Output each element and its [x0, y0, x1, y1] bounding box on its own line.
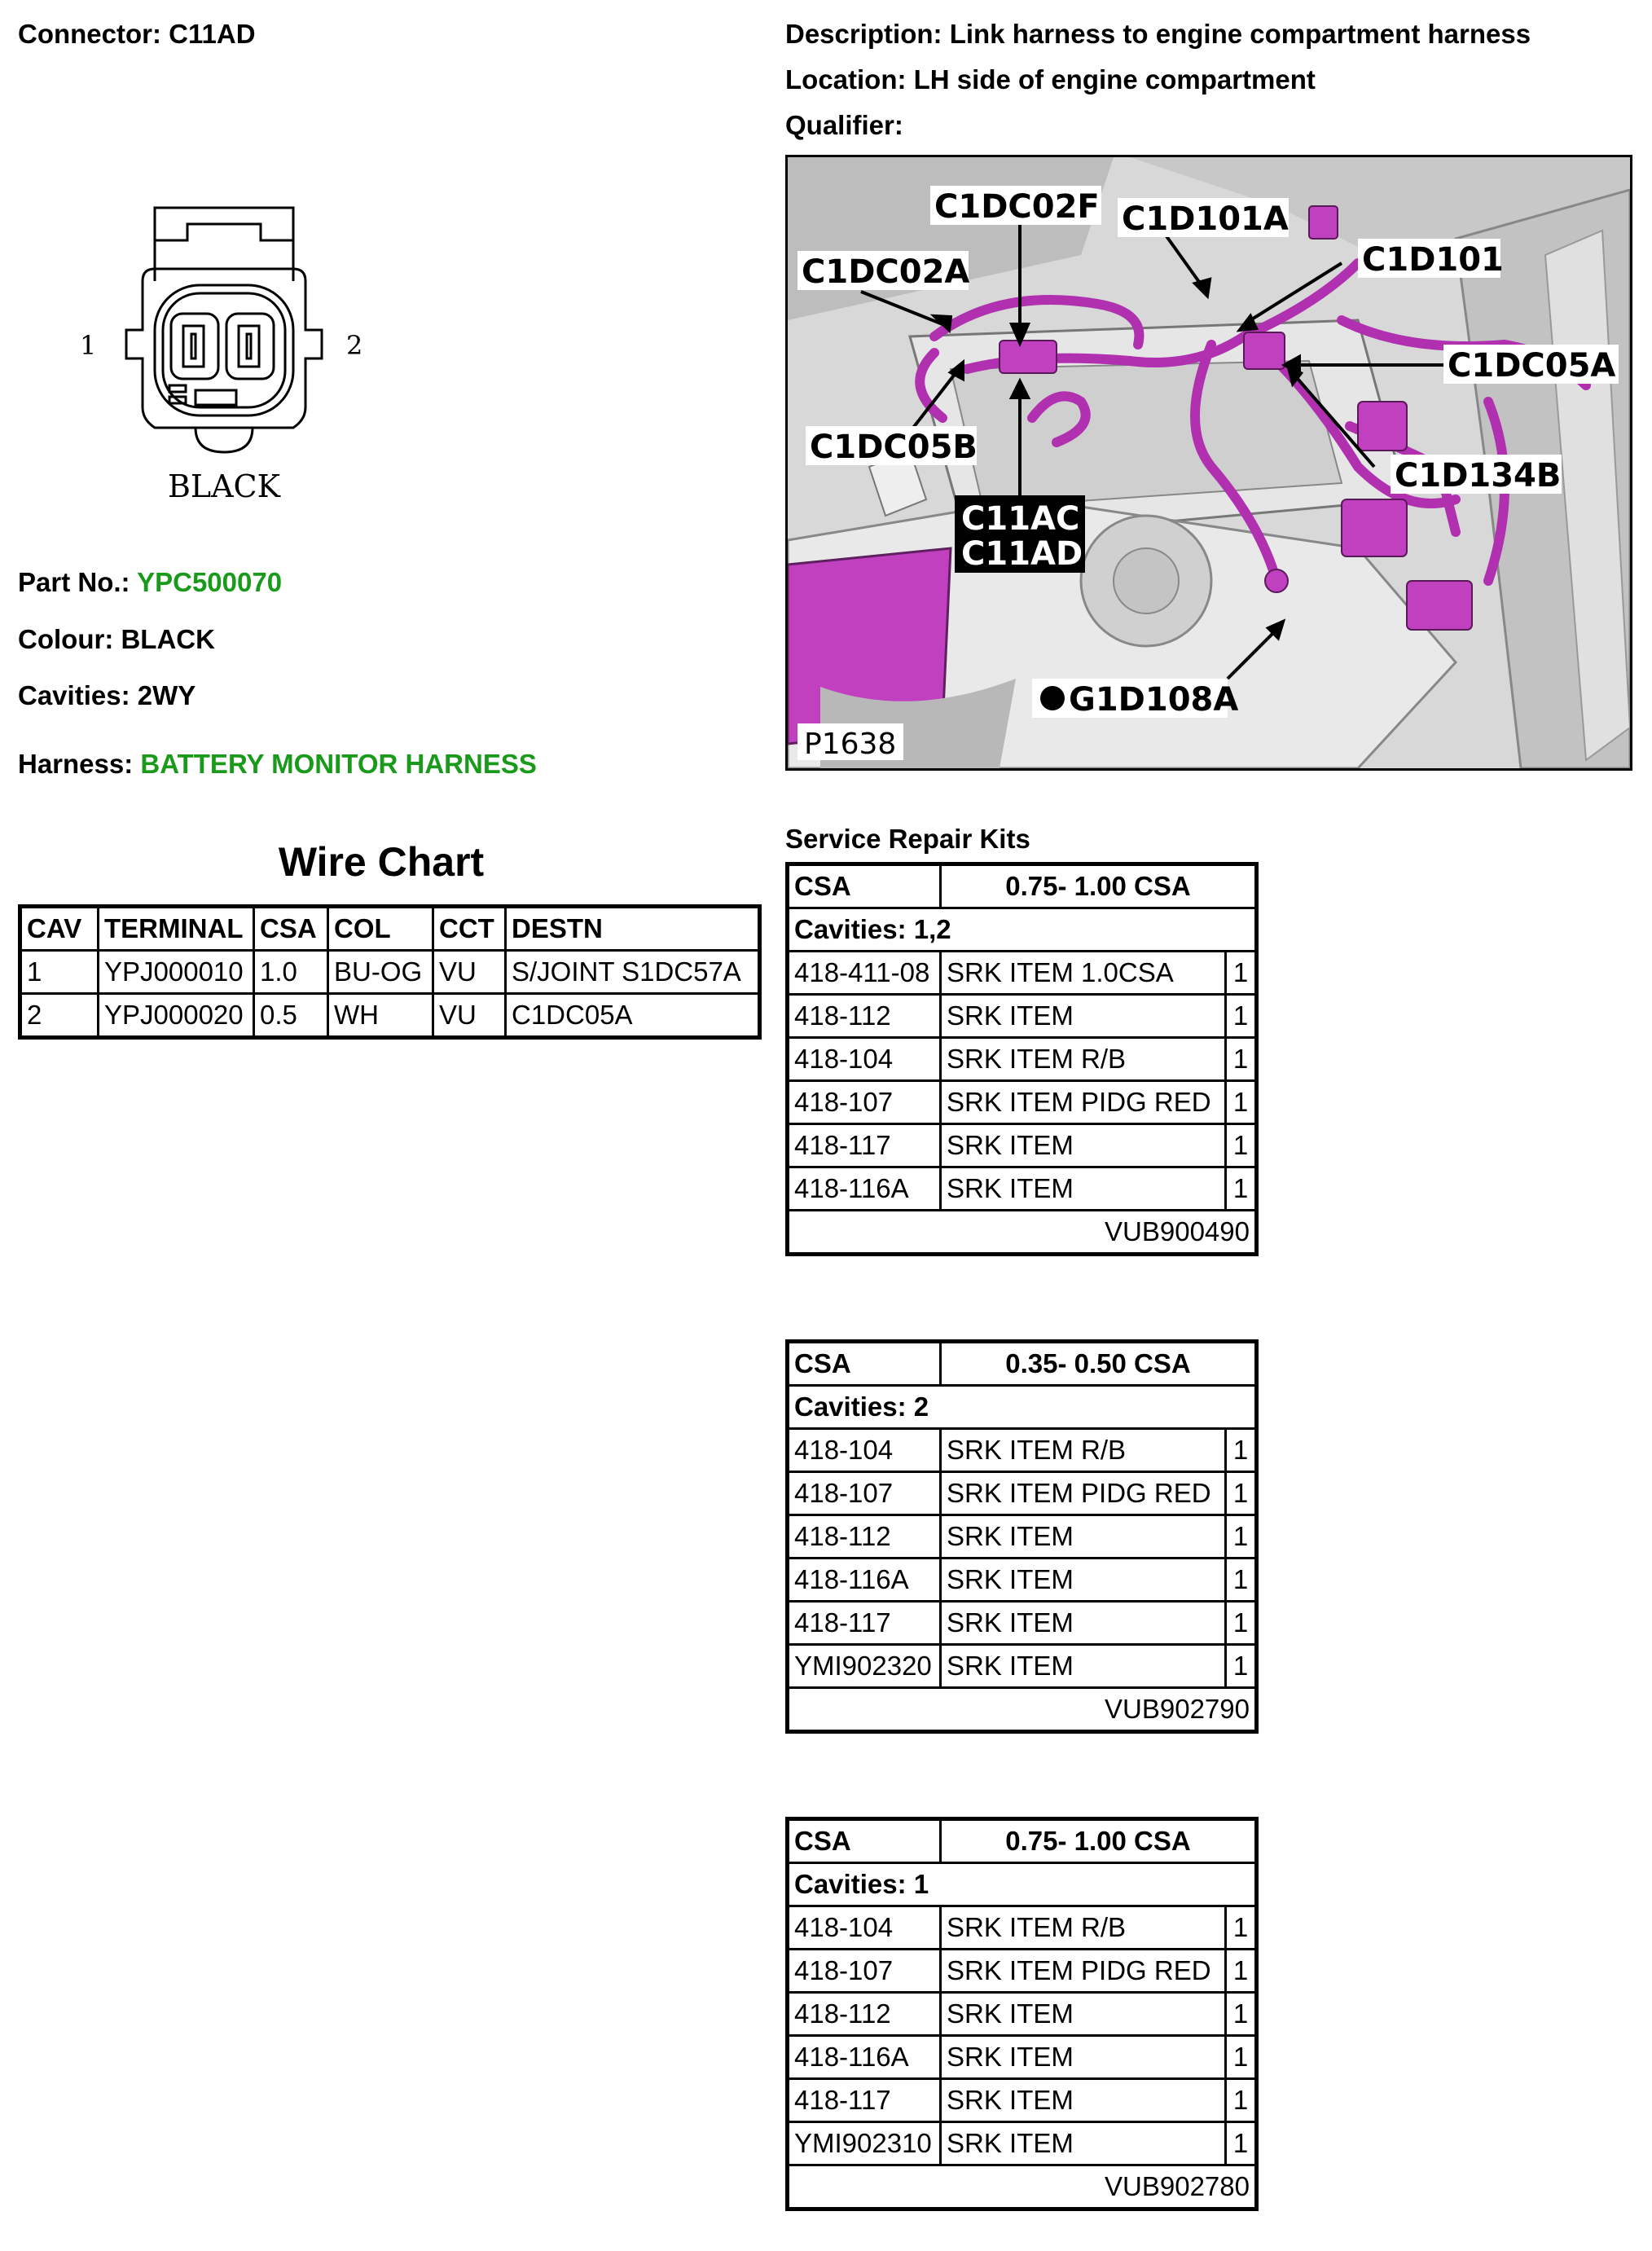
- wire-header-col: COL: [328, 907, 433, 951]
- kit-item-part: 418-104: [788, 1429, 941, 1472]
- kit-item-part: YMI902310: [788, 2122, 941, 2165]
- kit-item-qty: 1: [1226, 1993, 1257, 2036]
- table-row: [788, 1602, 1257, 1645]
- kit-cavities: Cavities: 1,2: [788, 908, 1257, 952]
- kit-number: VUB902780: [788, 2165, 1257, 2209]
- kit-item-part: 418-117: [788, 1602, 941, 1645]
- wire-chart-table: [18, 904, 762, 1040]
- kit-item-desc: SRK ITEM: [941, 2122, 1226, 2165]
- table-row: [788, 1950, 1257, 1993]
- wire-cell: C1DC05A: [506, 994, 760, 1038]
- table-row: [788, 1167, 1257, 1211]
- kit-item-desc: SRK ITEM: [941, 1124, 1226, 1167]
- description: Description: Link harness to engine compartment harness: [785, 19, 1531, 49]
- table-row: [788, 1559, 1257, 1602]
- harness-info: [18, 748, 537, 780]
- kit-item-qty: 1: [1226, 1515, 1257, 1559]
- kit-number: VUB902790: [788, 1688, 1257, 1732]
- pin-2-label: 2: [346, 330, 363, 361]
- table-row: [788, 2079, 1257, 2122]
- kit-item-desc: SRK ITEM R/B: [941, 1038, 1226, 1081]
- kit-item-part: YMI902320: [788, 1645, 941, 1688]
- diagram-label-c1dc05a: C1DC05A: [1448, 347, 1616, 385]
- table-row: [788, 1472, 1257, 1515]
- diagram-label-c1dc02f: C1DC02F: [934, 188, 1100, 226]
- service-repair-kits-title: Service Repair Kits: [785, 824, 1030, 854]
- kit-number: VUB900490: [788, 1211, 1257, 1255]
- kit-item-qty: 1: [1226, 1602, 1257, 1645]
- table-row: [788, 1906, 1257, 1950]
- kit-item-qty: 1: [1226, 2122, 1257, 2165]
- kit-item-qty: 1: [1226, 952, 1257, 995]
- kit-item-qty: 1: [1226, 995, 1257, 1038]
- kit-item-desc: SRK ITEM: [941, 995, 1226, 1038]
- diagram-label-c11ac: C11AC: [961, 500, 1080, 538]
- table-row: [788, 1081, 1257, 1124]
- kit-item-part: 418-107: [788, 1950, 941, 1993]
- kit-item-desc: SRK ITEM 1.0CSA: [941, 952, 1226, 995]
- diagram-label-c1d101a: C1D101A: [1122, 200, 1289, 238]
- table-row: [788, 1038, 1257, 1081]
- wire-cell: 1: [20, 951, 99, 994]
- kit-item-qty: 1: [1226, 2079, 1257, 2122]
- kit-cavities: Cavities: 2: [788, 1386, 1257, 1429]
- connector-face-drawing: [73, 191, 399, 509]
- wire-cell: S/JOINT S1DC57A: [506, 951, 760, 994]
- kit-item-qty: 1: [1226, 2036, 1257, 2079]
- harness-value: BATTERY MONITOR HARNESS: [140, 749, 537, 779]
- kit-item-qty: 1: [1226, 1906, 1257, 1950]
- connector-title: Connector: C11AD: [18, 19, 256, 49]
- wire-cell: 0.5: [254, 994, 328, 1038]
- location: Location: LH side of engine compartment: [785, 64, 1316, 95]
- kit-item-part: 418-104: [788, 1038, 941, 1081]
- wire-cell: BU-OG: [328, 951, 433, 994]
- repair-kit-table: [785, 1817, 1259, 2211]
- harness-label: Harness:: [18, 749, 134, 779]
- kit-item-desc: SRK ITEM PIDG RED: [941, 1081, 1226, 1124]
- diagram-label-c11ad: C11AD: [961, 535, 1083, 573]
- kit-item-desc: SRK ITEM: [941, 2079, 1226, 2122]
- diagram-label-c1d134b: C1D134B: [1395, 457, 1562, 495]
- diagram-label-c1d101: C1D101: [1362, 241, 1504, 279]
- kit-cavities-row: [788, 1863, 1257, 1906]
- kit-item-part: 418-117: [788, 2079, 941, 2122]
- kit-item-qty: 1: [1226, 1950, 1257, 1993]
- ground-point-icon: [1040, 686, 1065, 710]
- kit-item-part: 418-107: [788, 1081, 941, 1124]
- kit-item-qty: 1: [1226, 1559, 1257, 1602]
- wire-header-terminal: TERMINAL: [99, 907, 254, 951]
- kit-item-desc: SRK ITEM: [941, 1515, 1226, 1559]
- kit-number-row: [788, 1211, 1257, 1255]
- kit-csa-label: CSA: [788, 864, 941, 908]
- kit-number-row: [788, 2165, 1257, 2209]
- kit-item-desc: SRK ITEM: [941, 1167, 1226, 1211]
- table-row: [788, 2122, 1257, 2165]
- kit-item-desc: SRK ITEM: [941, 1559, 1226, 1602]
- part-number: [18, 566, 282, 599]
- wire-header-cav: CAV: [20, 907, 99, 951]
- wire-header-destn: DESTN: [506, 907, 760, 951]
- wire-chart-title: Wire Chart: [278, 839, 485, 885]
- kit-item-desc: SRK ITEM PIDG RED: [941, 1950, 1226, 1993]
- kit-number-row: [788, 1688, 1257, 1732]
- kit-item-desc: SRK ITEM R/B: [941, 1429, 1226, 1472]
- repair-kit-table: [785, 1339, 1259, 1734]
- connector-colour-label: BLACK: [167, 468, 281, 504]
- kit-csa-range: 0.35- 0.50 CSA: [941, 1342, 1257, 1386]
- kit-csa-range: 0.75- 1.00 CSA: [941, 1819, 1257, 1863]
- table-row: [788, 2036, 1257, 2079]
- kit-csa-row: [788, 1342, 1257, 1386]
- kit-item-desc: SRK ITEM: [941, 2036, 1226, 2079]
- kit-item-qty: 1: [1226, 1429, 1257, 1472]
- table-row: [20, 951, 760, 994]
- table-row: [788, 1429, 1257, 1472]
- qualifier: Qualifier:: [785, 110, 903, 140]
- diagram-label-c1dc05b: C1DC05B: [810, 429, 978, 466]
- part-number-value: YPC500070: [137, 567, 283, 597]
- kit-csa-range: 0.75- 1.00 CSA: [941, 864, 1257, 908]
- table-row: [788, 1515, 1257, 1559]
- kit-csa-label: CSA: [788, 1342, 941, 1386]
- wire-header-csa: CSA: [254, 907, 328, 951]
- part-number-label: Part No.:: [18, 567, 130, 597]
- wire-cell: YPJ000010: [99, 951, 254, 994]
- repair-kit-table: [785, 862, 1259, 1256]
- cavities-info: Cavities: 2WY: [18, 680, 196, 710]
- wire-cell: VU: [433, 994, 506, 1038]
- kit-item-qty: 1: [1226, 1081, 1257, 1124]
- kit-item-qty: 1: [1226, 1472, 1257, 1515]
- kit-csa-row: [788, 1819, 1257, 1863]
- table-row: [788, 1993, 1257, 2036]
- kit-cavities-row: [788, 908, 1257, 952]
- kit-item-desc: SRK ITEM: [941, 1602, 1226, 1645]
- kit-item-qty: 1: [1226, 1038, 1257, 1081]
- kit-item-part: 418-116A: [788, 1167, 941, 1211]
- wire-header-cct: CCT: [433, 907, 506, 951]
- kit-item-part: 418-104: [788, 1906, 941, 1950]
- wire-chart-header-row: [20, 907, 760, 951]
- diagram-figure-id: P1638: [804, 728, 897, 761]
- wire-cell: YPJ000020: [99, 994, 254, 1038]
- kit-item-part: 418-112: [788, 995, 941, 1038]
- wire-cell: 2: [20, 994, 99, 1038]
- wire-cell: 1.0: [254, 951, 328, 994]
- kit-cavities-row: [788, 1386, 1257, 1429]
- kit-item-desc: SRK ITEM: [941, 1645, 1226, 1688]
- kit-item-desc: SRK ITEM R/B: [941, 1906, 1226, 1950]
- kit-item-part: 418-112: [788, 1993, 941, 2036]
- kit-item-part: 418-116A: [788, 1559, 941, 1602]
- diagram-label-g1d108a: G1D108A: [1069, 681, 1239, 719]
- kit-item-part: 418-116A: [788, 2036, 941, 2079]
- kit-csa-row: [788, 864, 1257, 908]
- kit-item-part: 418-107: [788, 1472, 941, 1515]
- diagram-label-c1dc02a: C1DC02A: [802, 253, 970, 291]
- kit-item-desc: SRK ITEM PIDG RED: [941, 1472, 1226, 1515]
- kit-item-part: 418-117: [788, 1124, 941, 1167]
- wire-cell: WH: [328, 994, 433, 1038]
- kit-item-part: 418-411-08: [788, 952, 941, 995]
- kit-item-part: 418-112: [788, 1515, 941, 1559]
- table-row: [20, 994, 760, 1038]
- kit-item-desc: SRK ITEM: [941, 1993, 1226, 2036]
- wire-cell: VU: [433, 951, 506, 994]
- pin-1-label: 1: [80, 330, 97, 361]
- kit-item-qty: 1: [1226, 1645, 1257, 1688]
- colour-info: Colour: BLACK: [18, 624, 215, 654]
- table-row: [788, 1124, 1257, 1167]
- kit-csa-label: CSA: [788, 1819, 941, 1863]
- kit-cavities: Cavities: 1: [788, 1863, 1257, 1906]
- table-row: [788, 995, 1257, 1038]
- kit-item-qty: 1: [1226, 1167, 1257, 1211]
- location-diagram: [785, 155, 1632, 771]
- table-row: [788, 952, 1257, 995]
- table-row: [788, 1645, 1257, 1688]
- kit-item-qty: 1: [1226, 1124, 1257, 1167]
